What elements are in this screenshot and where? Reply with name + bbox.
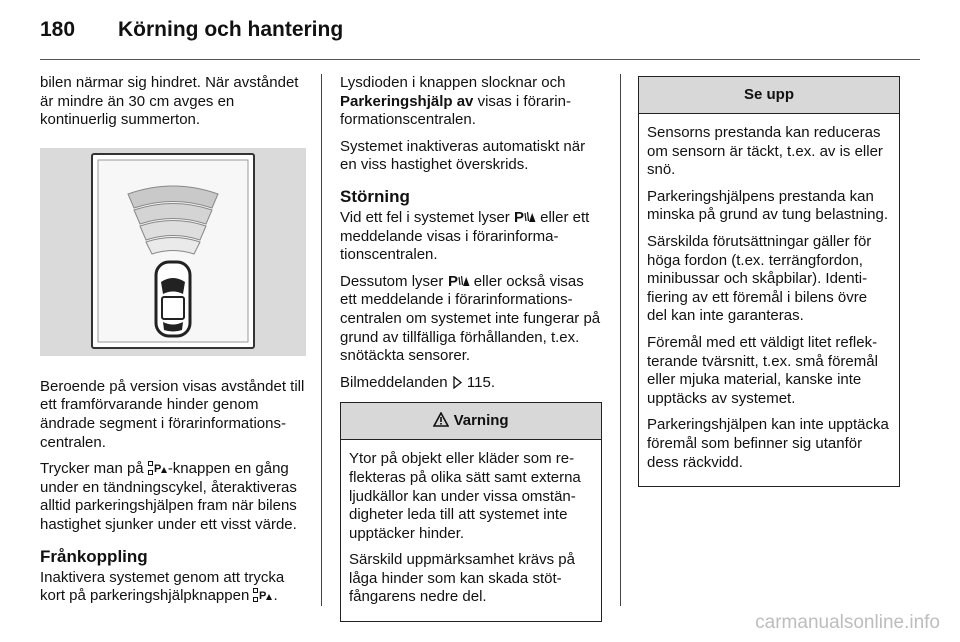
parking-warning-lamp-icon	[514, 209, 536, 224]
column-divider	[620, 74, 621, 606]
paragraph: Trycker man på P -knappen en gång under en tändningscykel, återaktiveras alltid parkeringshjälpen fram när bilens hastighet sjunker under ett visst värde.	[40, 460, 297, 533]
parking-assist-button-icon	[253, 588, 273, 602]
warning-box-body	[341, 440, 601, 621]
page-number: 180	[40, 18, 76, 41]
parking-assist-button-icon	[148, 461, 168, 475]
column-left	[40, 74, 306, 614]
paragraph: Beroende på version visas avståndet till ett framförvarande hinder genom ändrade segment i förarinformationscentralen.	[40, 377, 305, 451]
warning-title: Varning	[453, 412, 509, 430]
warning-box	[340, 402, 602, 622]
parking-warning-lamp-icon	[448, 273, 470, 288]
heading-storning: Störning	[340, 186, 410, 206]
paragraph: Parkeringshjälpen kan inte upptäcka föremål som befinner sig utanför dess räckvidd.	[647, 416, 889, 471]
paragraph: bilen närmar sig hindret. När avståndet är mindre än 30 cm avges en kontinuerlig summerton.	[40, 74, 299, 129]
svg-text:P: P	[513, 208, 524, 224]
caution-box-body	[639, 114, 899, 486]
warning-box-header	[341, 403, 601, 440]
paragraph: Vid ett fel i systemet lyser P eller ett meddelande visas i förarinformationscentralen.	[340, 208, 590, 264]
svg-text:P: P	[153, 463, 162, 476]
paragraph: Lysdioden i knappen slocknar och Parkeringshjälp av visas i förarinformationscentralen.	[340, 74, 571, 129]
paragraph: Särskilda förutsättningar gäller för höga fordon (t.ex. terrängfordon, minibussar och skåpbilar). Identifiering av ett föremål i bilens övre del kan inte garanteras.	[647, 232, 872, 325]
paragraph: Särskild uppmärksamhet krävs på låga hinder som kan skada stötfångarens nedre del.	[349, 551, 575, 606]
watermark: carmanualsonline.info	[755, 612, 940, 633]
reference-arrow-icon	[452, 376, 463, 389]
svg-text:P: P	[259, 590, 267, 603]
paragraph: Ytor på objekt eller kläder som reflekteras på olika sätt samt externa ljudkällor kan under vissa omständigheter leda till att systemet inte upptäcker hinder.	[349, 450, 581, 542]
paragraph: Systemet inaktiveras automatiskt när en viss hastighet överskrids.	[340, 137, 586, 174]
paragraph: Bilmeddelanden 115.	[340, 373, 496, 391]
caution-box	[638, 76, 900, 487]
paragraph: Föremål med ett väldigt litet reflekterande tvärsnitt, t.ex. små föremål eller mjuka material, kanske inte upptäcks av systemet.	[647, 333, 878, 407]
caution-box-header: Se upp	[639, 77, 899, 114]
car-with-sensor-segments-icon	[40, 148, 306, 356]
heading-frankoppling: Frånkoppling	[40, 546, 148, 566]
parking-sensor-illustration	[40, 148, 306, 356]
svg-text:P: P	[447, 272, 458, 288]
page-header	[40, 18, 343, 50]
paragraph: Parkeringshjälpens prestanda kan minska på grund av tung belastning.	[647, 187, 888, 224]
page-title: Körning och hantering	[118, 18, 344, 41]
header-divider	[40, 59, 920, 60]
column-middle	[340, 74, 602, 622]
paragraph: Sensorns prestanda kan reduceras om sensorn är täckt, t.ex. av is eller snö.	[647, 124, 883, 179]
paragraph: Dessutom lyser P eller också visas ett meddelande i förarinformationscentralen om systemet inte fungerar på grund av tillfälliga förhållanden, t.ex. snötäckta sensorer.	[340, 272, 601, 365]
warning-triangle-icon	[433, 412, 449, 427]
column-divider	[321, 74, 322, 606]
paragraph: Inaktivera systemet genom att trycka kort på parkeringshjälpknappen P .	[40, 568, 285, 605]
column-right	[638, 76, 900, 487]
